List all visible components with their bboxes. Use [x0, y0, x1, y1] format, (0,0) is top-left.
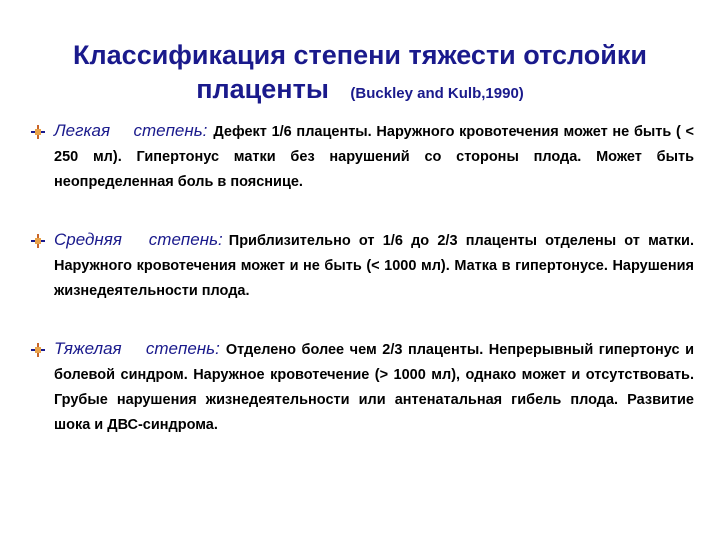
- item-text: [54, 336, 694, 438]
- bullet-icon: [30, 124, 46, 140]
- bullet-icon: [30, 233, 46, 249]
- item-body: Приблизительно от 1/6 до 2/3 плаценты отделены от матки. Наружного кровотечения может и не быть (< 1000 мл). Матка в гипертонусе. Нарушения жизнедеятельности плода.: [54, 233, 695, 299]
- item-label: Средняя степень:: [54, 230, 223, 249]
- list-item: [30, 227, 694, 304]
- bullet-icon: [30, 342, 46, 358]
- item-text: [54, 118, 694, 195]
- slide-title: [30, 38, 690, 111]
- list-item: [30, 118, 694, 195]
- item-body: Дефект 1/6 плаценты. Наружного кровотечения может не быть ( < 250 мл). Гипертонус матки без нарушений со стороны плода. Может быть неопределенная боль в пояснице.: [54, 124, 694, 190]
- item-label: Легкая степень:: [54, 121, 208, 140]
- item-body: Отделено более чем 2/3 плаценты. Непрерывный гипертонус и болевой синдром. Наружное кровотечение (> 1000 мл), однако может и отсутствовать. Грубые нарушения жизнедеятельности или антенатальная гибель плода. Развитие шока и ДВС-синдрома.: [54, 342, 694, 433]
- title-main: Классификация степени тяжести отслойки плаценты: [73, 40, 647, 104]
- item-text: [54, 227, 694, 304]
- title-citation: (Buckley and Kulb,1990): [350, 85, 524, 102]
- list-item: [30, 336, 694, 438]
- item-label: Тяжелая степень:: [54, 339, 220, 358]
- classification-list: [30, 118, 694, 438]
